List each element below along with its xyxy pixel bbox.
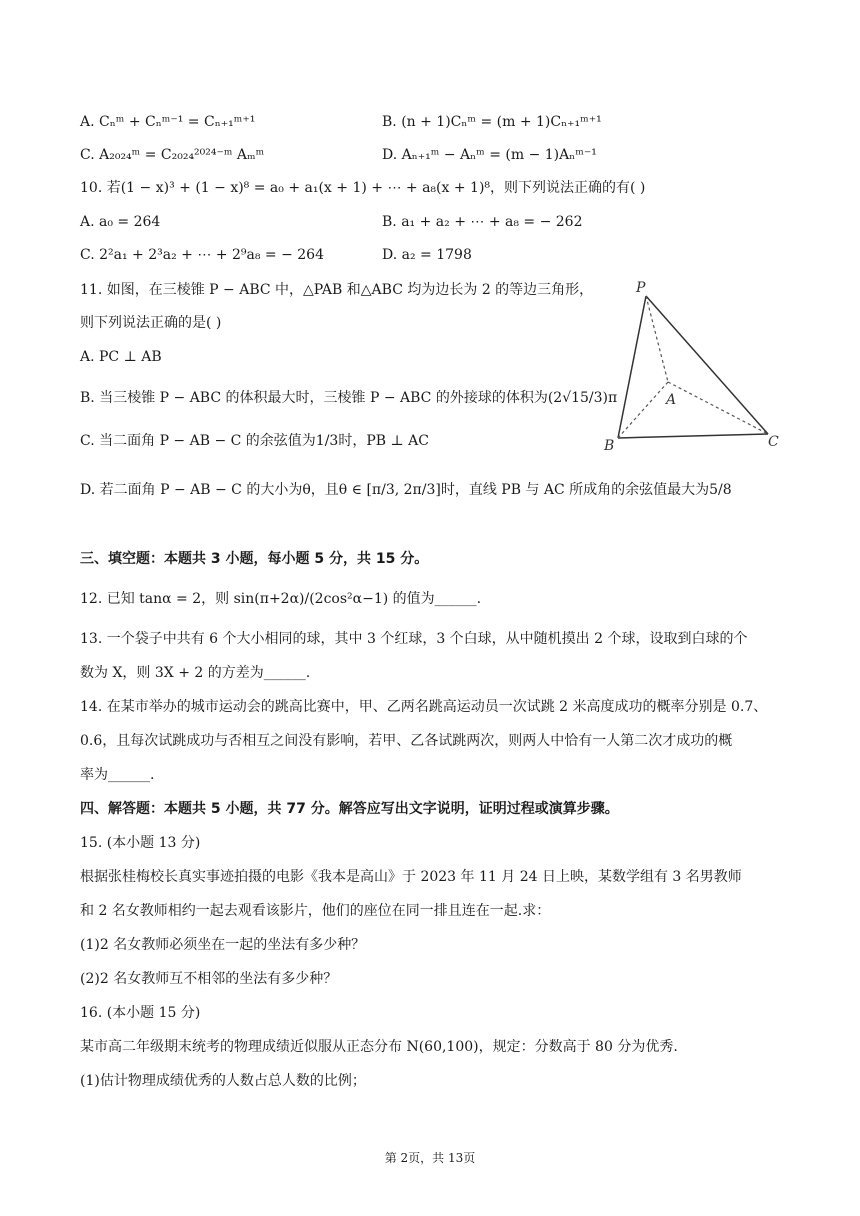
edge-bc <box>618 434 768 438</box>
q10-stem: 10. 若(1 − x)³ + (1 − x)⁸ = a₀ + a₁(x + 1) + ⋯ + a₈(x + 1)⁸，则下列说法正确的有( ) <box>80 180 646 196</box>
q9-option-c: C. A₂₀₂₄ᵐ = C₂₀₂₄²⁰²⁴⁻ᵐ Aₘᵐ <box>80 147 265 163</box>
section-4-heading: 四、解答题：本题共 5 小题，共 77 分。解答应写出文字说明，证明过程或演算步骤。 <box>80 801 619 817</box>
q11-option-c: C. 当二面角 P − AB − C 的余弦值为1/3时，PB ⊥ AC <box>80 433 429 449</box>
section-3-heading: 三、填空题：本题共 3 小题，每小题 5 分，共 15 分。 <box>80 551 429 567</box>
edge-pb <box>618 296 646 438</box>
q11-option-b: B. 当三棱锥 P − ABC 的体积最大时，三棱锥 P − ABC 的外接球的体积为(2√15/3)π <box>80 390 618 406</box>
q9-option-a: A. Cₙᵐ + Cₙᵐ⁻¹ = Cₙ₊₁ᵐ⁺¹ <box>80 114 256 130</box>
q10-option-c: C. 2²a₁ + 2³a₂ + ⋯ + 2⁹a₈ = − 264 <box>80 247 324 263</box>
q11-stem-line1: 11. 如图，在三棱锥 P − ABC 中，△PAB 和△ABC 均为边长为 2 的等边三角形， <box>80 282 594 298</box>
q14-line2: 0.6，且每次试跳成功与否相互之间没有影响，若甲、乙各试跳两次，则两人中恰有一人第二次才成功的概 <box>80 733 733 749</box>
q15-para-line1: 根据张桂梅校长真实事迹拍摄的电影《我本是高山》于 2023 年 11 月 24 日上映，某数学组有 3 名男教师 <box>80 869 742 885</box>
edge-ac <box>668 382 768 434</box>
q14-line3: 率为______. <box>80 767 155 783</box>
q11-option-d: D. 若二面角 P − AB − C 的大小为θ，且θ ∈ [π/3, 2π/3]时，直线 PB 与 AC 所成角的余弦值最大为5/8 <box>80 482 732 498</box>
q16-para: 某市高二年级期末统考的物理成绩近似服从正态分布 N(60,100)，规定：分数高于 80 分为优秀. <box>80 1039 678 1055</box>
q16-subq1: (1)估计物理成绩优秀的人数占总人数的比例； <box>80 1073 366 1089</box>
label-c: C <box>768 434 779 450</box>
q9-option-b: B. (n + 1)Cₙᵐ = (m + 1)Cₙ₊₁ᵐ⁺¹ <box>382 114 602 130</box>
edge-ab <box>618 382 668 438</box>
label-p: P <box>636 280 646 296</box>
q15-subq2: (2)2 名女教师互不相邻的坐法有多少种？ <box>80 971 338 987</box>
edge-pc <box>646 296 768 434</box>
q14-line1: 14. 在某市举办的城市运动会的跳高比赛中，甲、乙两名跳高运动员一次试跳 2 米高度成功的概率分别是 0.7、 <box>80 699 768 715</box>
q13-line1: 13. 一个袋子中共有 6 个大小相同的球，其中 3 个红球，3 个白球，从中随机摸出 2 个球，设取到白球的个 <box>80 631 748 647</box>
q15-para-line2: 和 2 名女教师相约一起去观看该影片，他们的座位在同一排且连在一起.求： <box>80 903 551 919</box>
q15-heading: 15. (本小题 13 分) <box>80 835 201 851</box>
q9-option-d: D. Aₙ₊₁ᵐ − Aₙᵐ = (m − 1)Aₙᵐ⁻¹ <box>382 147 597 163</box>
q10-option-d: D. a₂ = 1798 <box>382 247 472 263</box>
q10-option-a: A. a₀ = 264 <box>80 214 161 230</box>
tetrahedron-figure <box>596 276 786 456</box>
q15-subq1: (1)2 名女教师必须坐在一起的坐法有多少种？ <box>80 937 366 953</box>
q11-stem-line2: 则下列说法正确的是( ) <box>80 315 222 331</box>
q16-heading: 16. (本小题 15 分) <box>80 1005 201 1021</box>
page-footer: 第 2页，共 13页 <box>384 1151 476 1165</box>
q10-option-b: B. a₁ + a₂ + ⋯ + a₈ = − 262 <box>382 214 583 230</box>
label-b: B <box>604 438 615 454</box>
q12-text: 12. 已知 tanα = 2，则 sin(π+2α)/(2cos²α−1) 的值为______. <box>80 591 482 607</box>
q11-option-a: A. PC ⊥ AB <box>80 349 162 365</box>
q13-line2: 数为 X，则 3X + 2 的方差为______. <box>80 665 311 681</box>
label-a: A <box>666 392 677 408</box>
